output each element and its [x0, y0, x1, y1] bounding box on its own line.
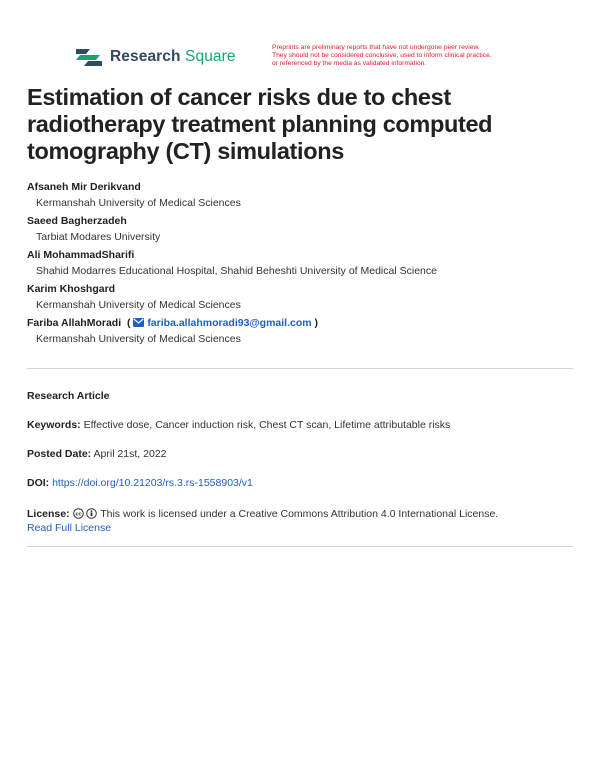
divider	[27, 368, 573, 369]
preprint-notice-line: They should not be considered conclusive, used to inform clinical practice,	[272, 52, 492, 60]
author-name: Saeed Bagherzadeh	[27, 215, 127, 227]
svg-text:cc: cc	[74, 511, 82, 518]
creative-commons-icon	[73, 508, 84, 519]
doi-row	[27, 476, 587, 490]
research-square-logo-icon	[74, 46, 104, 68]
author-affiliation: Kermanshah University of Medical Sciences	[36, 333, 241, 345]
author-name: Karim Khoshgard	[27, 283, 116, 295]
author-name: Ali MohammadSharifi	[27, 249, 135, 261]
paper-title: Estimation of cancer risks due to chest radiotherapy treatment planning computed tomography (CT) simulations	[27, 84, 493, 164]
divider	[27, 546, 573, 547]
license-label: License:	[27, 508, 70, 520]
posted-date-row	[27, 447, 587, 461]
article-type: Research Article	[27, 390, 110, 402]
envelope-icon	[133, 318, 144, 327]
license-row	[27, 507, 587, 535]
keywords-row	[27, 418, 587, 432]
author-name: Fariba AllahMoradi	[27, 317, 122, 329]
doi-link[interactable]: https://doi.org/10.21203/rs.3.rs-1558903/v1	[52, 477, 253, 489]
preprint-notice	[272, 44, 557, 69]
author-name: Afsaneh Mir Derikvand	[27, 181, 141, 193]
header	[74, 44, 554, 80]
keywords-value: Effective dose, Cancer induction risk, Chest CT scan, Lifetime attributable risks	[83, 419, 451, 431]
attribution-icon	[86, 508, 97, 519]
brand-part1: Research	[110, 48, 181, 65]
preprint-notice-line: or referenced by the media as validated information.	[272, 60, 427, 68]
author-affiliation: Kermanshah University of Medical Sciences	[36, 197, 241, 209]
author-affiliation: Kermanshah University of Medical Sciences	[36, 299, 241, 311]
author-list	[27, 181, 587, 351]
author-email-link[interactable]: fariba.allahmoradi93@gmail.com	[147, 317, 312, 329]
corresponding-author: Fariba AllahMoradi ( fariba.allahmoradi93@gmail.com )	[27, 317, 319, 329]
research-square-logo[interactable]	[74, 46, 236, 68]
license-text: This work is licensed under a Creative Commons Attribution 4.0 International License.	[100, 508, 499, 520]
keywords-label: Keywords:	[27, 419, 81, 431]
brand-part2: Square	[185, 48, 236, 65]
doi-label: DOI:	[27, 477, 50, 489]
brand-name	[110, 48, 236, 66]
read-full-license-link[interactable]: Read Full License	[27, 522, 112, 534]
author-affiliation: Shahid Modarres Educational Hospital, Shahid Beheshti University of Medical Science	[36, 265, 437, 277]
posted-date-value: April 21st, 2022	[93, 448, 167, 460]
posted-date-label: Posted Date:	[27, 448, 92, 460]
preprint-notice-line: Preprints are preliminary reports that have not undergone peer review.	[272, 44, 480, 51]
author-affiliation: Tarbiat Modares University	[36, 231, 161, 243]
